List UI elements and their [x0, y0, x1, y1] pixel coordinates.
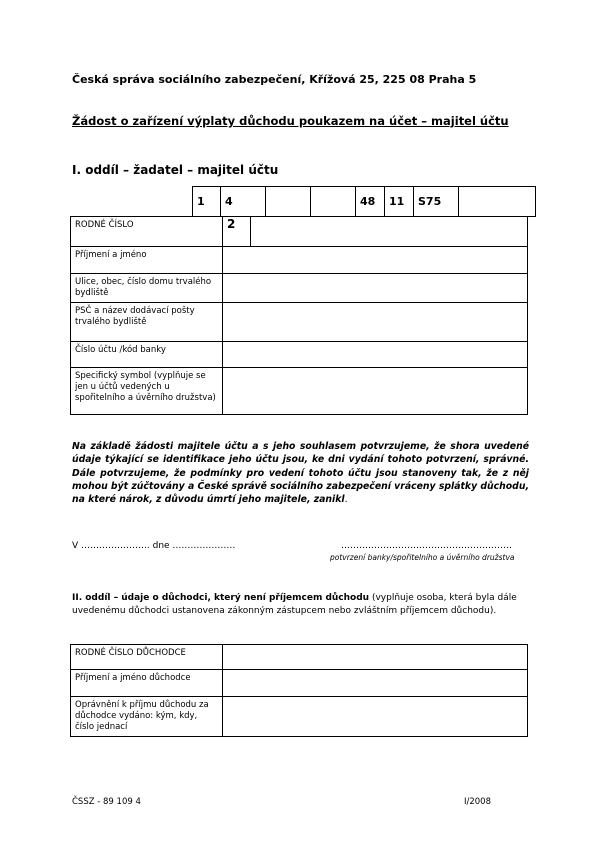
field-psc[interactable]: [223, 303, 528, 342]
field-rodne-cislo-duchodce[interactable]: [223, 645, 528, 670]
pensioner-table: [70, 644, 528, 737]
field-specificky-symbol[interactable]: [223, 368, 528, 415]
section2-note: (vyplňuje osoba, která byla dále uvedenému důchodci ustanovena zákonným zástupcem nebo zvláštním příjemcem důchodu).: [72, 593, 517, 616]
field-prijmeni-jmeno-duchodce[interactable]: [223, 670, 528, 697]
field-cislo-uctu[interactable]: [223, 342, 528, 368]
section1-title: I. oddíl – žadatel – majitel účtu: [72, 163, 279, 177]
signature-caption: potvrzení banky/spořitelního a úvěrního družstva: [330, 553, 515, 562]
label-cislo-uctu: Číslo účtu /kód banky: [71, 342, 223, 368]
form-title: Žádost o zařízení výplaty důchodu poukazem na účet – majitel účtu: [72, 114, 509, 128]
form-version: I/2008: [464, 797, 492, 807]
field-prijmeni-jmeno[interactable]: [223, 247, 528, 274]
label-rodne-cislo-duchodce: RODNÉ ČÍSLO DŮCHODCE: [71, 645, 223, 670]
field-opravneni[interactable]: [223, 697, 528, 737]
code-cell: 2: [223, 217, 251, 247]
applicant-table: [70, 216, 528, 415]
label-ulice: Ulice, obec, číslo domu trvalého bydliště: [71, 274, 223, 303]
signature-line[interactable]: …………………………………………………: [341, 541, 512, 551]
code-cell[interactable]: [311, 187, 356, 217]
code-cell[interactable]: 4: [221, 187, 266, 217]
field-rodne-cislo[interactable]: [251, 217, 528, 247]
code-cell[interactable]: 1: [193, 187, 221, 217]
label-psc: PSČ a název dodávací pošty trvalého bydliště: [71, 303, 223, 342]
code-cell[interactable]: [266, 187, 311, 217]
label-prijmeni-jmeno: Příjmení a jméno: [71, 247, 223, 274]
statement-text: Na základě žádosti majitele účtu a s jeho souhlasem potvrzujeme, že shora uvedené údaje týkající se identifikace jeho účtu jsou, ke dni vydání tohoto potvrzení, správné. Dále potvrzujeme, že podmínky pro vedení tohoto účtu jsou stanoveny tak, že z něj mohou být zúčtovány a České správě sociálního zabezpečení vráceny splátky důchodu, na které nárok, z důvodu úmrtí jeho majitele, zanikl: [72, 441, 529, 506]
statement-end: .: [344, 494, 348, 506]
code-cell[interactable]: 11: [385, 187, 414, 217]
place-date-line[interactable]: V ………………….. dne …………………: [72, 541, 236, 551]
label-specificky-symbol: Specifický symbol (vyplňuje se jen u účtů vedených u spořitelního a úvěrního družstva): [71, 368, 223, 415]
label-opravneni: Oprávnění k příjmu důchodu za důchodce vydáno: kým, kdy, číslo jednací: [71, 697, 223, 737]
code-cell[interactable]: [459, 187, 536, 217]
section2-title: II. oddíl – údaje o důchodci, který není příjemcem důchodu: [72, 593, 370, 603]
code-table: [192, 186, 536, 217]
section2-heading: [72, 592, 529, 618]
form-code: ČSSZ - 89 109 4: [72, 797, 141, 807]
confirmation-statement: [72, 440, 529, 506]
office-header: Česká správa sociálního zabezpečení, Křížová 25, 225 08 Praha 5: [72, 73, 477, 86]
code-cell[interactable]: 48: [356, 187, 385, 217]
code-cell[interactable]: S75: [414, 187, 459, 217]
label-rodne-cislo: RODNÉ ČÍSLO: [71, 217, 223, 247]
field-ulice[interactable]: [223, 274, 528, 303]
label-prijmeni-jmeno-duchodce: Příjmení a jméno důchodce: [71, 670, 223, 697]
